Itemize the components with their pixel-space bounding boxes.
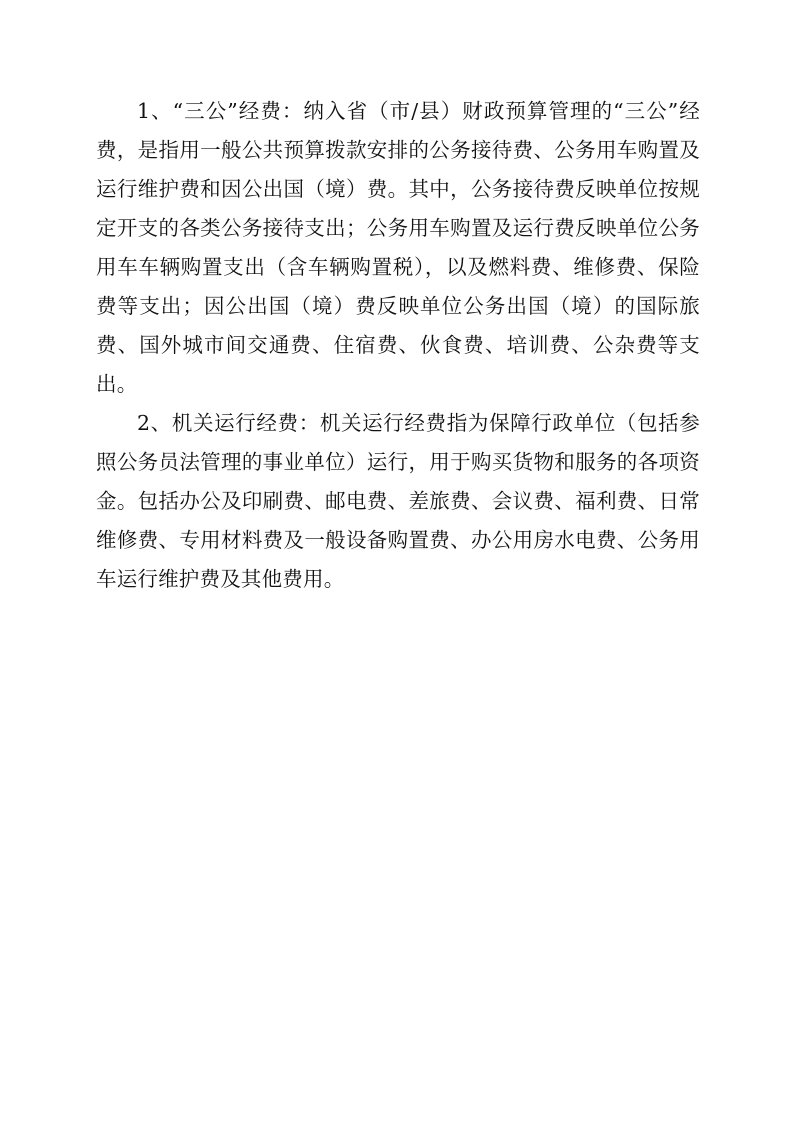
document-body: [96, 92, 700, 599]
paragraph-ji-guan-yun-xing-jing-fei: 2、机关运行经费：机关运行经费指为保障行政单位（包括参照公务员法管理的事业单位）运行，用于购买货物和服务的各项资金。包括办公及印刷费、邮电费、差旅费、会议费、福利费、日常维修费、专用材料费及一般设备购置费、办公用房水电费、公务用车运行维护费及其他费用。: [96, 411, 700, 591]
paragraph-san-gong-jing-fei: 1、“三公”经费：纳入省（市/县）财政预算管理的“三公”经费，是指用一般公共预算拨款安排的公务接待费、公务用车购置及运行维护费和因公出国（境）费。其中，公务接待费反映单位按规定开支的各类公务接待支出；公务用车购置及运行费反映单位公务用车车辆购置支出（含车辆购置税），以及燃料费、维修费、保险费等支出；因公出国（境）费反映单位公务出国（境）的国际旅费、国外城市间交通费、住宿费、伙食费、培训费、公杂费等支出。: [96, 99, 700, 396]
